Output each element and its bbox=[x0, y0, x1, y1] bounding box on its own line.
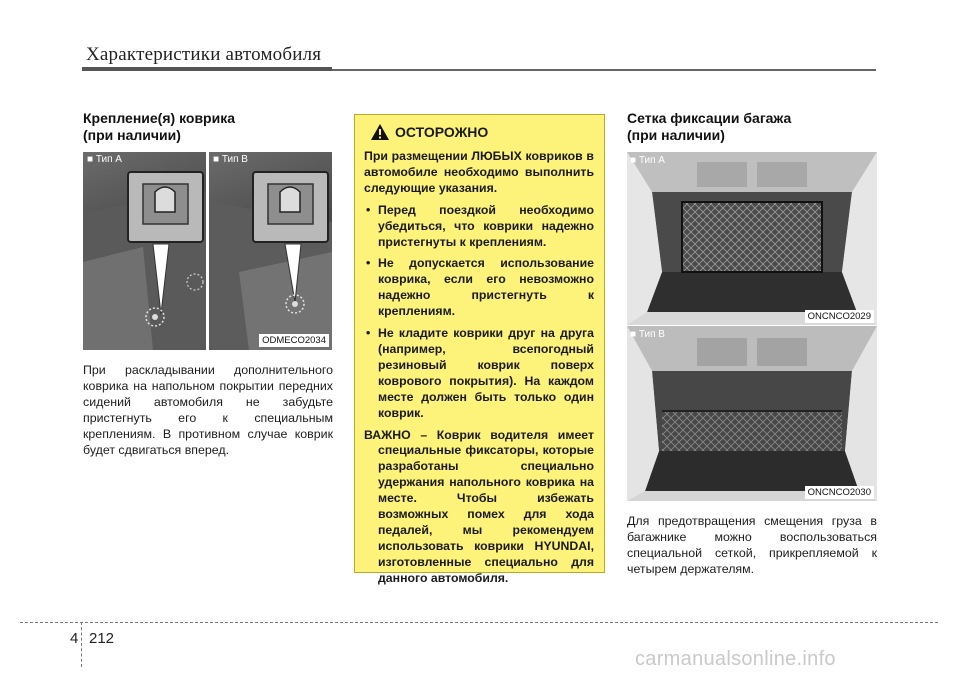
mat-anchor-heading-line1: Крепление(я) коврика bbox=[83, 110, 235, 126]
photo-code-a: ONCNCO2029 bbox=[805, 310, 874, 323]
figure-label-type-b: ■ Тип В bbox=[213, 154, 248, 165]
cargo-net-photo-type-b bbox=[627, 326, 877, 501]
footer-dashed-rule bbox=[20, 622, 938, 623]
chapter-number: 4 bbox=[70, 630, 79, 647]
figure-type-a bbox=[83, 152, 206, 350]
cargo-net-heading bbox=[627, 110, 877, 144]
photo-label-type-a: ■ Тип А bbox=[630, 155, 665, 166]
mat-anchor-illustration-b bbox=[209, 152, 332, 350]
footer-dashed-divider bbox=[81, 622, 82, 667]
figure-type-b bbox=[209, 152, 332, 350]
page-header-title: Характеристики автомобиля bbox=[86, 44, 322, 65]
warning-box bbox=[354, 114, 605, 585]
cargo-net-heading-line1: Сетка фиксации багажа bbox=[627, 110, 792, 126]
warning-text bbox=[364, 149, 594, 587]
cargo-net-photo-type-a bbox=[627, 152, 877, 325]
warning-bullet-list bbox=[364, 203, 594, 422]
mat-anchor-heading bbox=[83, 110, 333, 144]
figure-code: ODMECO2034 bbox=[259, 334, 329, 347]
cargo-net-heading-line2: (при наличии) bbox=[627, 127, 725, 143]
left-column bbox=[83, 110, 333, 144]
warning-important-note: ВАЖНО – Коврик водителя имеет специальные фиксаторы, которые разработаны специально удержания напольного коврика на месте. Чтобы избежать возможных помех для хода педалей, мы рекомендуем использовать коврики HYUNDAI, изготовленные специально для данного автомобиля. bbox=[364, 427, 594, 585]
warning-intro: При размещении ЛЮБЫХ ковриков в автомобиле необходимо выполнить следующие указания. bbox=[364, 149, 594, 195]
header-rule-thin bbox=[332, 69, 876, 71]
mat-anchor-heading-line2: (при наличии) bbox=[83, 127, 181, 143]
warning-bullet: • Не допускается использование коврика, если его невозможно надежно пристегнуть к креплениям. bbox=[364, 256, 594, 320]
figure-label-type-a: ■ Тип А bbox=[87, 154, 122, 165]
mat-anchor-figure bbox=[83, 152, 333, 350]
watermark: carmanualsonline.info bbox=[635, 648, 836, 670]
photo-label-type-b: ■ Тип В bbox=[630, 329, 665, 340]
warning-triangle-icon bbox=[370, 123, 390, 141]
mat-anchor-body: При раскладывании дополнительного коврика на напольном покрытии передних сидений автомобиля не забудьте пристегнуть его к специальным креплениям. В противном случае коврик будет сдвигаться вперед. bbox=[83, 363, 333, 457]
warning-title bbox=[370, 123, 594, 141]
warning-bullet: • Не кладите коврики друг на друга (например, всепогодный резиновый коврик поверх коврового покрытия). На каждом месте должен быть только один коврик. bbox=[364, 326, 594, 421]
header-rule-thick bbox=[82, 67, 332, 71]
mat-anchor-illustration-a bbox=[83, 152, 206, 350]
cargo-net-body: Для предотвращения смещения груза в багажнике можно воспользоваться специальной сеткой, прикрепляемой к четырем держателям. bbox=[627, 514, 877, 576]
right-column bbox=[627, 110, 877, 144]
warning-bullet: • Перед поездкой необходимо убедиться, что коврики надежно пристегнуты к креплениям. bbox=[364, 203, 594, 251]
photo-code-b: ONCNCO2030 bbox=[805, 486, 874, 499]
page-number: 212 bbox=[89, 630, 115, 647]
warning-title-text: ОСТОРОЖНО bbox=[395, 124, 489, 140]
cargo-net-image-b bbox=[627, 326, 877, 501]
cargo-net-image-a bbox=[627, 152, 877, 325]
